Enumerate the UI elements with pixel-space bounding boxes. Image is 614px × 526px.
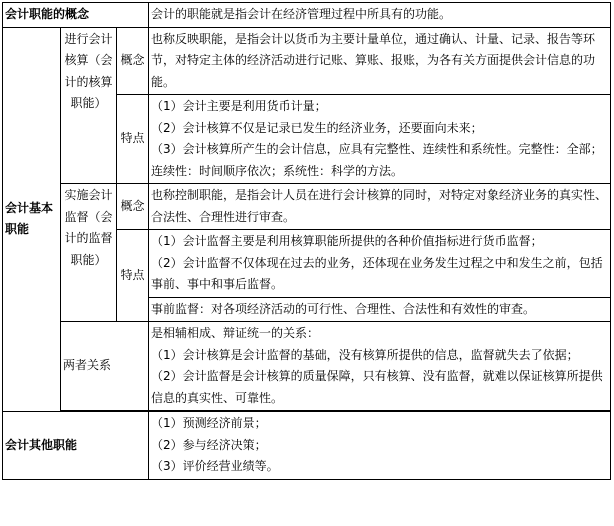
supervision-features [149, 230, 611, 298]
list-item: （1）会计监督主要是利用核算职能所提供的各种价值指标进行货币监督； [151, 234, 543, 248]
list-item: （2）参与经济决策； [151, 437, 267, 452]
accounting-concept-label: 概念 [117, 27, 149, 95]
supervision-feature-label: 特点 [117, 230, 149, 322]
list-item: （2）会计监督是会计核算的质量保障，只有核算、没有监督，就难以保证核算所提供信息的真实性、可靠性。 [151, 369, 603, 405]
accounting-feature-label: 特点 [117, 95, 149, 184]
list-item: 是相辅相成、辩证统一的关系： [151, 326, 320, 340]
list-item: （2）会计监督不仅体现在过去的业务，还体现在业务发生过程之中和发生之前，包括事前、事中和事后监督。 [151, 255, 603, 291]
table-row-relation [3, 322, 611, 411]
accounting-function-label: 进行会计核算（会计的核算职能） [61, 27, 117, 184]
list-item: （2）会计核算不仅是记录已发生的经济业务，还要面向未来； [151, 120, 483, 135]
row-label-other-functions: 会计其他职能 [3, 412, 149, 480]
list-item: （1）预测经济前景； [151, 416, 267, 430]
table-row-concept [3, 3, 611, 28]
relation-text [149, 322, 611, 411]
concept-definition: 会计的职能就是指会计在经济管理过程中所具有的功能。 [149, 3, 611, 28]
list-item: （1）会计主要是利用货币计量； [151, 99, 327, 113]
supervision-prior-note: 事前监督：对各项经济活动的可行性、合理性、合法性和有效性的审查。 [149, 297, 611, 322]
accounting-features [149, 95, 611, 184]
list-item: （3）会计核算所产生的会计信息，应具有完整性、连续性和系统性。完整性：全部；连续性：时间顺序依次；系统性：科学的方法。 [151, 142, 603, 178]
supervision-concept-label: 概念 [117, 184, 149, 230]
accounting-concept-text: 也称反映职能，是指会计以货币为主要计量单位，通过确认、计量、记录、报告等环节，对特定主体的经济活动进行记账、算账、报账，为各有关方面提供会计信息的功能。 [149, 27, 611, 95]
accounting-functions-table [2, 2, 611, 480]
table-row-accounting-concept [3, 27, 611, 95]
row-label-basic-functions: 会计基本职能 [3, 27, 61, 412]
supervision-concept-text: 也称控制职能，是指会计人员在进行会计核算的同时，对特定对象经济业务的真实性、合法性、合理性进行审查。 [149, 184, 611, 230]
row-label-concept: 会计职能的概念 [3, 3, 149, 28]
supervision-function-label: 实施会计监督（会计的监督职能） [61, 184, 117, 322]
list-item: （1）会计核算是会计监督的基础，没有核算所提供的信息，监督就失去了依据； [151, 347, 579, 362]
list-item: （3）评价经营业绩等。 [151, 459, 279, 473]
table-row-supervision-concept [3, 184, 611, 230]
table-row-other [3, 412, 611, 480]
other-functions-list [149, 412, 611, 480]
relation-label: 两者关系 [61, 322, 149, 411]
